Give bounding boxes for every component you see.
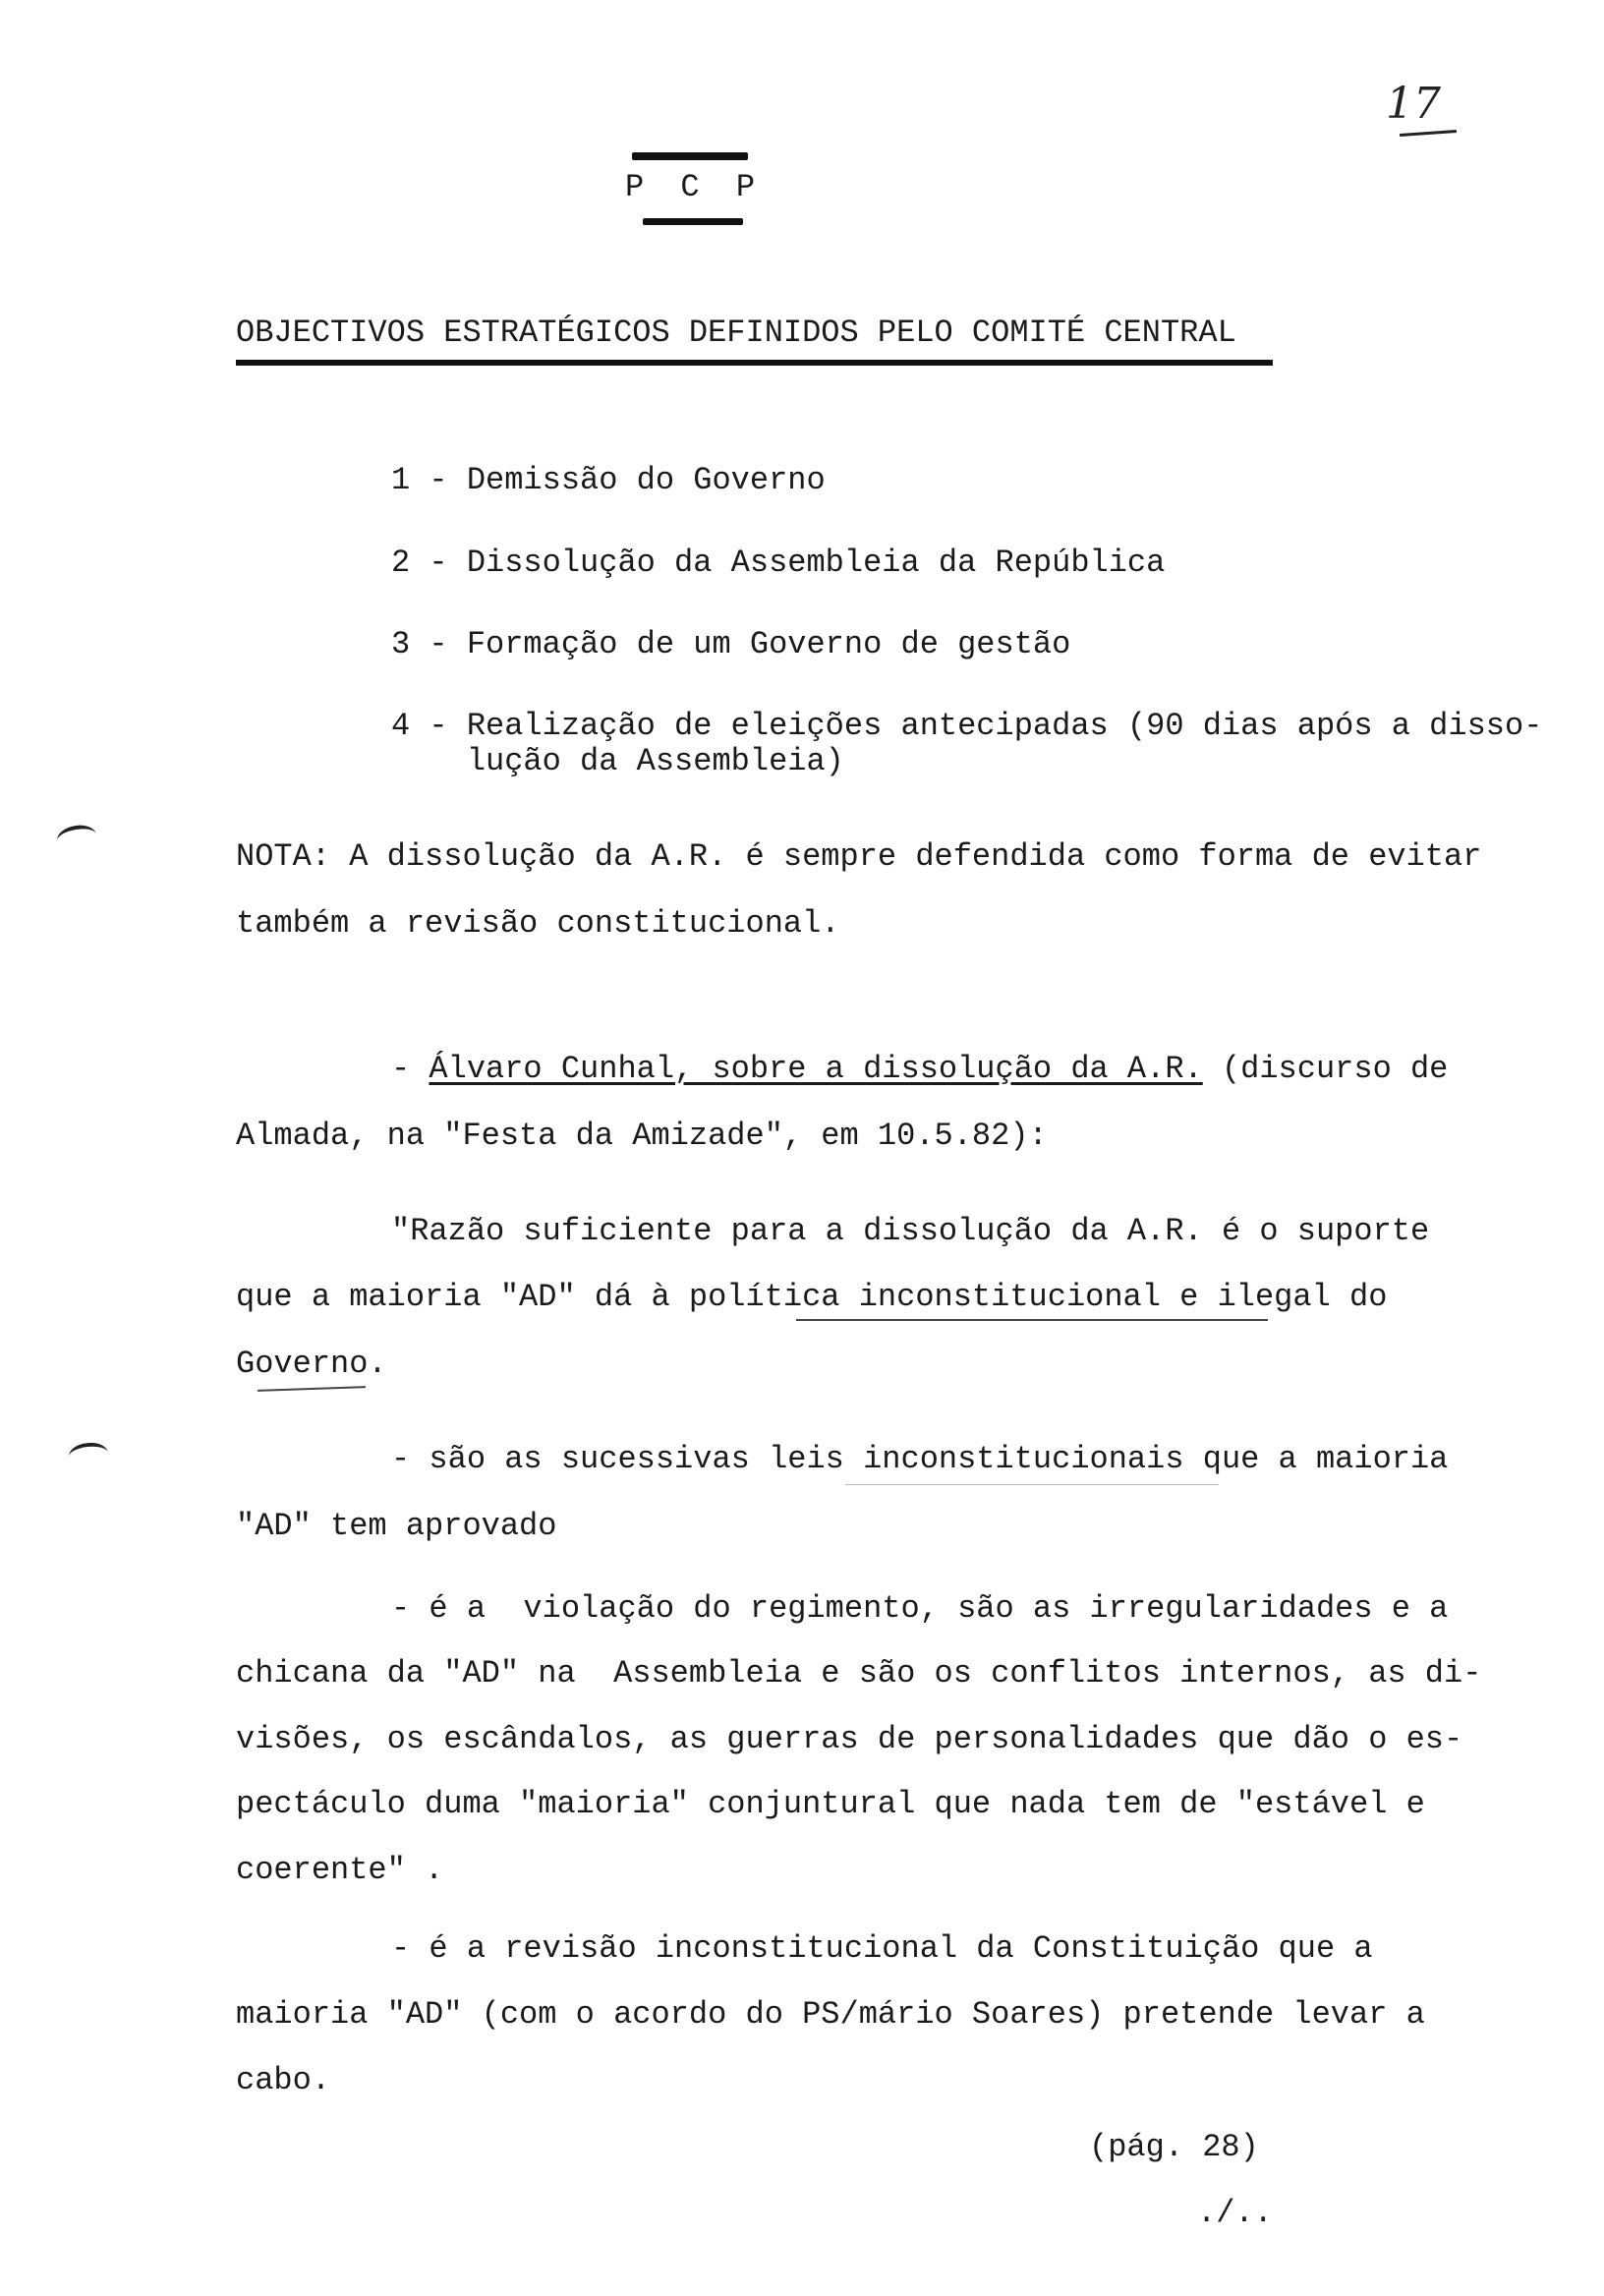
objective-2: 2 - Dissolução da Assembleia da República xyxy=(391,545,1166,581)
objective-3: 3 - Formação de um Governo de gestão xyxy=(391,626,1071,662)
objective-1: 1 - Demissão do Governo xyxy=(391,462,826,498)
cunhal-source: (discurso de xyxy=(1202,1051,1449,1087)
header-top-bar xyxy=(632,152,748,160)
handwritten-underline xyxy=(258,1386,366,1392)
cunhal-line-1 xyxy=(391,1051,1448,1088)
page-reference: (pág. 28) xyxy=(1089,2129,1259,2165)
page-number: 17 xyxy=(1386,79,1441,129)
objective-4: 4 - Realização de eleições antecipadas (90 dias após a disso- xyxy=(391,708,1543,744)
violacao-line-4: pectáculo duma "maioria" conjuntural que nada tem de "estável e xyxy=(236,1786,1425,1822)
violacao-line-3: visões, os escândalos, as guerras de personalidades que dão o es- xyxy=(236,1721,1463,1757)
cunhal-underlined-title: Álvaro Cunhal, sobre a dissolução da A.R. xyxy=(429,1051,1203,1087)
leis-line-2: "AD" tem aprovado xyxy=(236,1508,557,1544)
party-header: P C P xyxy=(625,169,765,205)
cunhal-line-2: Almada, na "Festa da Amizade", em 10.5.82): xyxy=(236,1118,1048,1154)
continuation-mark: ./.. xyxy=(1197,2195,1273,2231)
revisao-line-1: - é a revisão inconstitucional da Constituição que a xyxy=(391,1930,1373,1967)
handwritten-underline xyxy=(796,1319,1268,1321)
violacao-line-2: chicana da "AD" na Assembleia e são os conflitos internos, as di- xyxy=(236,1655,1482,1692)
margin-mark xyxy=(55,823,98,853)
cunhal-dash: - xyxy=(391,1051,430,1087)
page-number-underline xyxy=(1400,130,1457,137)
nota-line-2: também a revisão constitucional. xyxy=(236,905,840,942)
revisao-line-2: maioria "AD" (com o acordo do PS/mário Soares) pretende levar a xyxy=(236,1996,1425,2033)
quote-line-1: "Razão suficiente para a dissolução da A.R. é o suporte xyxy=(391,1213,1430,1249)
quote-line-3: Governo. xyxy=(236,1346,387,1382)
nota-line-1: NOTA: A dissolução da A.R. é sempre defendida como forma de evitar xyxy=(236,838,1482,875)
margin-mark xyxy=(68,1441,109,1468)
heading-underline xyxy=(236,360,1273,366)
quote-line-2: que a maioria "AD" dá à política inconstitucional e ilegal do xyxy=(236,1279,1388,1315)
faint-underline xyxy=(845,1484,1219,1485)
leis-line-1: - são as sucessivas leis inconstitucionais que a maioria xyxy=(391,1441,1449,1477)
section-heading: OBJECTIVOS ESTRATÉGICOS DEFINIDOS PELO COMITÉ CENTRAL xyxy=(236,315,1236,351)
violacao-line-5: coerente" . xyxy=(236,1852,444,1888)
header-bottom-bar xyxy=(643,218,743,225)
revisao-line-3: cabo. xyxy=(236,2062,331,2098)
violacao-line-1: - é a violação do regimento, são as irregularidades e a xyxy=(391,1590,1449,1627)
objective-4-continued: lução da Assembleia) xyxy=(391,743,844,779)
